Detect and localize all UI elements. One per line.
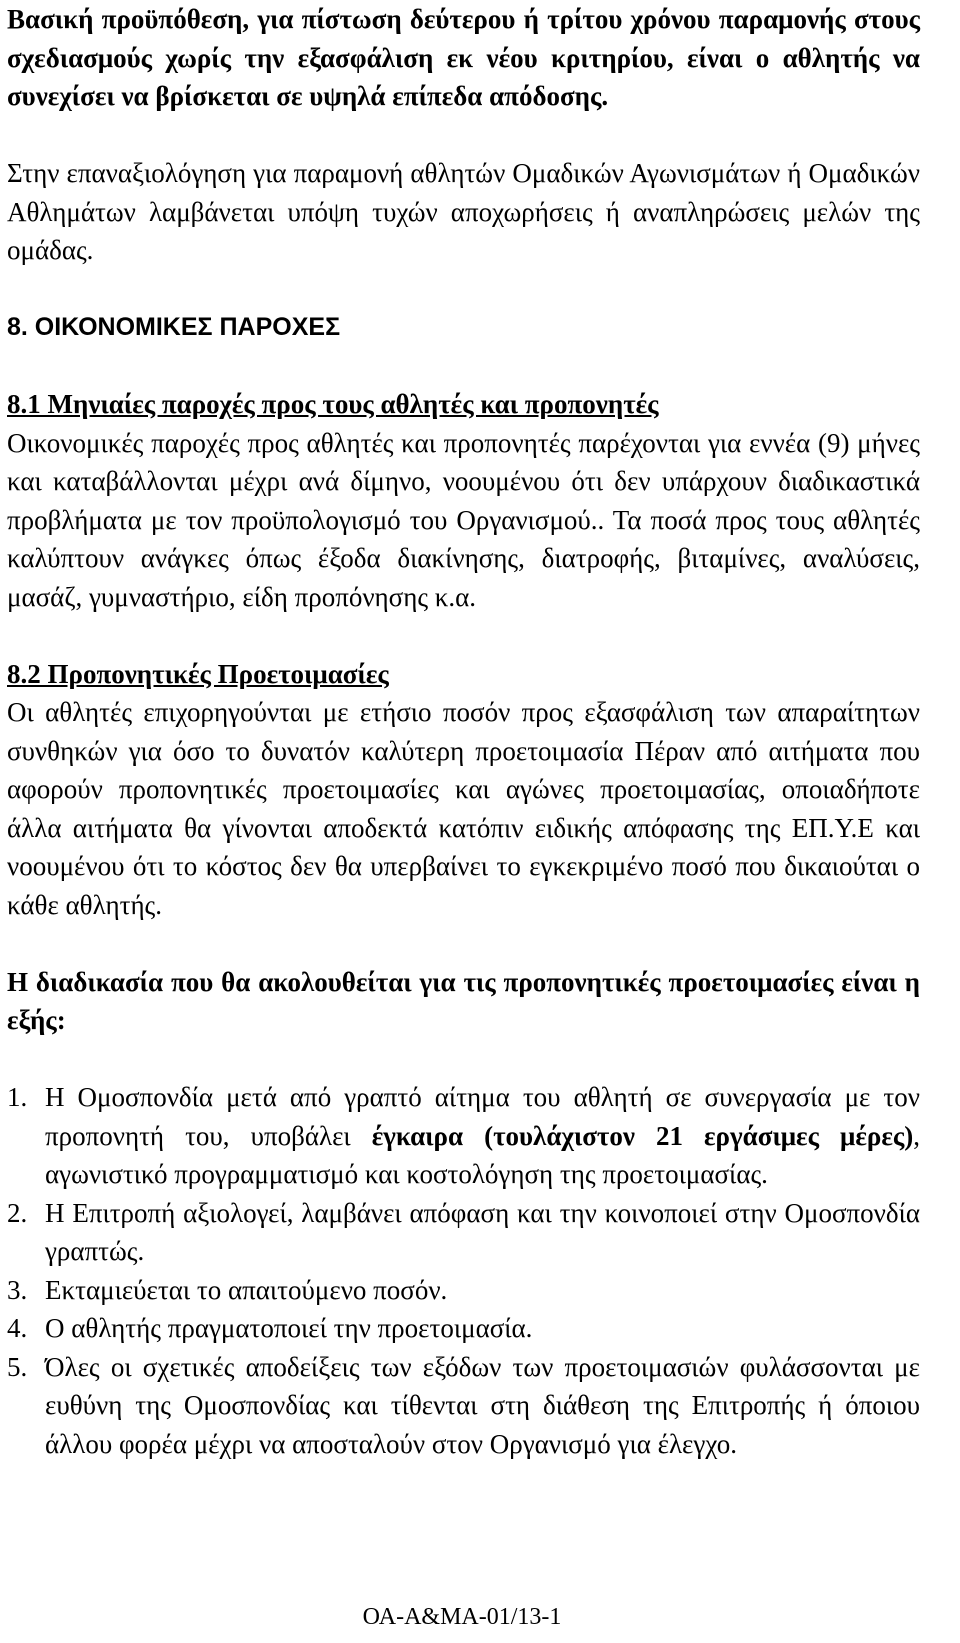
step-number: 4. bbox=[7, 1313, 28, 1343]
section-8-2-heading bbox=[7, 655, 920, 694]
step-1-text-end: , αγωνιστικό προγραμματισμό και κοστολόγηση της προετοιμασίας. bbox=[45, 1120, 920, 1189]
step-1-deadline: έγκαιρα (τουλάχιστον 21 εργάσιμες μέρες) bbox=[371, 1120, 914, 1151]
section-8-1-heading bbox=[7, 385, 920, 424]
intro-paragraph-1: Βασική προϋπόθεση, για πίστωση δεύτερου ή τρίτου χρόνου παραμονής στους σχεδιασμούς χωρίς την εξασφάλιση εκ νέου κριτηρίου, είναι ο αθλητής να συνεχίσει να βρίσκεται σε υψηλά επίπεδα απόδοσης. bbox=[7, 4, 920, 111]
intro-paragraph-2: Στην επαναξιολόγηση για παραμονή αθλητών Ομαδικών Αγωνισμάτων ή Ομαδικών Αθλημάτων λαμβάνεται υπόψη τυχών αποχωρήσεις ή αναπληρώσεις μελών της ομάδας. bbox=[7, 158, 920, 265]
step-1-text-start: Η Ομοσπονδία μετά από γραπτό αίτημα του αθλητή σε συνεργασία με τον προπονητή του, υποβάλει bbox=[45, 1082, 920, 1151]
step-4-text: Ο αθλητής πραγματοποιεί την προετοιμασία. bbox=[45, 1313, 533, 1343]
step-2-text: Η Επιτροπή αξιολογεί, λαμβάνει απόφαση και την κοινοποιεί στην Ομοσπονδία γραπτώς. bbox=[45, 1197, 920, 1266]
section-8-1-text: Οικονομικές παροχές προς αθλητές και προπονητές παρέχονται για εννέα (9) μήνες και καταβάλλονται μέχρι ανά δίμηνο, νοουμένου ότι δεν υπάρχουν διαδικαστικά προβλήματα με τον προϋπολογισμό του Οργανισμού.. Τα ποσά προς τους αθλητές καλύπτουν ανάγκες όπως έξοδα διακίνησης, διατροφής, βιταμίνες, αναλύσεις, μασάζ, γυμναστήριο, είδη προπόνησης κ.α. bbox=[7, 427, 920, 612]
step-number: 2. bbox=[7, 1197, 28, 1228]
step-3-text: Εκταμιεύεται το απαιτούμενο ποσόν. bbox=[45, 1274, 448, 1305]
procedure-step-5 bbox=[7, 1348, 920, 1464]
step-number: 3. bbox=[7, 1274, 28, 1305]
section-8-1-title: 8.1 Μηνιαίες παροχές προς τους αθλητές και προπονητές bbox=[7, 389, 659, 419]
procedure-step-3 bbox=[7, 1271, 920, 1310]
procedure-step-2 bbox=[7, 1194, 920, 1271]
step-number: 1. bbox=[7, 1082, 28, 1112]
section-8-heading: 8. ΟΙΚΟΝΟΜΙΚΕΣ ΠΑΡΟΧΕΣ bbox=[7, 313, 341, 341]
step-number: 5. bbox=[7, 1351, 28, 1382]
section-8-2-text: Οι αθλητές επιχορηγούνται με ετήσιο ποσόν προς εξασφάλιση των απαραίτητων συνθηκών για όσο το δυνατόν καλύτερη προετοιμασία Πέραν από αιτήματα που αφορούν προπονητικές προετοιμασίες και αγώνες προετοιμασίας, οποιαδήποτε άλλα αιτήματα θα γίνονται αποδεκτά κατόπιν ειδικής απόφασης της ΕΠ.Υ.Ε και νοουμένου ότι το κόστος δεν θα υπερβαίνει το εγκεκριμένο ποσό που δικαιούται ο κάθε αθλητής. bbox=[7, 697, 920, 920]
step-5-text: Όλες οι σχετικές αποδείξεις των εξόδων των προετοιμασιών φυλάσσονται με ευθύνη της Ομοσπονδίας και τίθενται στη διάθεση της Επιτροπής ή όποιου άλλου φορέα μέχρι να αποσταλούν στον Οργανισμό για έλεγχο. bbox=[45, 1351, 920, 1459]
document-code: ΟΑ-Α&ΜΑ-01/13-1 bbox=[362, 1604, 562, 1630]
page-footer bbox=[0, 1602, 960, 1632]
procedure-step-4 bbox=[7, 1309, 920, 1348]
procedure-steps-list bbox=[7, 1078, 920, 1463]
document-body bbox=[7, 0, 920, 1463]
procedure-heading: Η διαδικασία που θα ακολουθείται για τις προπονητικές προετοιμασίες είναι η εξής: bbox=[7, 966, 920, 1035]
section-8-2-title: 8.2 Προπονητικές Προετοιμασίες bbox=[7, 658, 389, 689]
procedure-step-1 bbox=[7, 1078, 920, 1194]
